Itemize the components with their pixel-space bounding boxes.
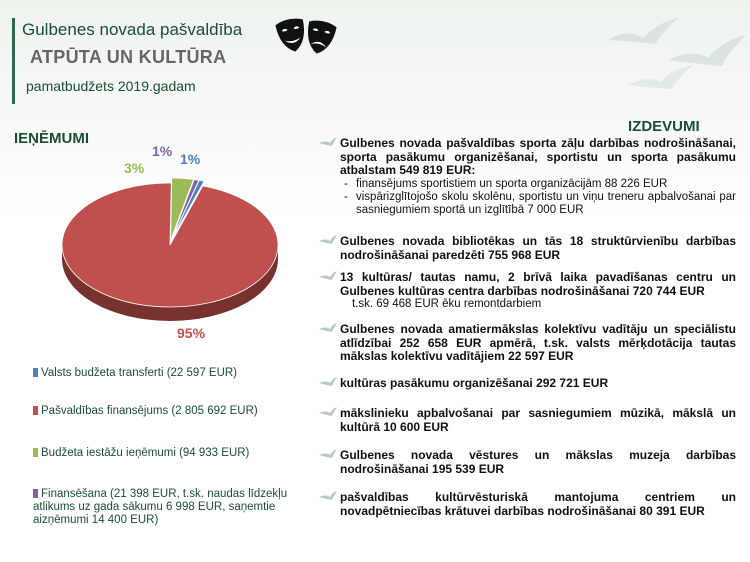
legend-item-institution-revenue: Budžeta iestāžu ieņēmumi (94 933 EUR): [33, 447, 303, 460]
bird-bullet-icon: [318, 323, 338, 337]
expenses-title: IZDEVUMI: [628, 118, 700, 135]
expense-text: Gulbenes novada bibliotēkas un tās 18 struktūrvienību darbības nodrošināšanai paredzēti 755 968 EUR: [340, 234, 736, 262]
expense-text: Gulbenes novada pašvaldības sporta zāļu darbības nodrošināšanai, sporta pasākumu organizēšanai, sportistu un sporta pasākumu atbalstam 549 819 EUR:: [340, 136, 736, 178]
bird-bullet-icon: [318, 137, 338, 151]
bird-bullet-icon: [318, 377, 338, 391]
page-title: Gulbenes novada pašvaldība: [22, 20, 243, 39]
bird-bullet-icon: [318, 491, 338, 505]
expense-text: pašvaldības kultūrvēsturiskā mantojuma centriem un novadpētniecības krātuvei darbības nodrošināšanai 80 391 EUR: [340, 490, 736, 518]
pie-label-municipal-funding: 95%: [177, 325, 206, 341]
expense-item-events: [318, 377, 736, 391]
page-subtitle: pamatbudžets 2019.gadam: [26, 78, 196, 94]
expense-subitems: [340, 178, 736, 218]
expense-item-sport: [318, 137, 736, 217]
pie-slice-municipal-funding: [62, 183, 278, 307]
expense-item-culture-houses: [318, 271, 736, 311]
bird-bullet-icon: [318, 449, 338, 463]
expense-item-library: [318, 235, 736, 262]
legend-swatch: [33, 489, 38, 498]
expense-text: Gulbenes novada vēstures un mākslas muzeja darbības nodrošināšanai 195 539 EUR: [340, 448, 736, 476]
legend-item-state-transfers: Valsts budžeta transferti (22 597 EUR): [33, 367, 303, 380]
title-accent-bar: [12, 18, 15, 104]
expense-text: mākslinieku apbalvošanai par sasniegumiem mūzikā, mākslā un kultūrā 10 600 EUR: [340, 406, 736, 434]
expense-item-museum: [318, 449, 736, 476]
bird-bullet-icon: [318, 235, 338, 249]
income-pie-chart: [40, 140, 300, 350]
expense-note: t.sk. 69 468 EUR ēku remontdarbiem: [352, 298, 542, 311]
bird-bullet-icon: [318, 407, 338, 421]
legend-swatch: [33, 406, 38, 415]
expense-item-heritage: [318, 491, 736, 518]
pie-label-institution-revenue: 3%: [124, 160, 145, 176]
section-title: ATPŪTA UN KULTŪRA: [30, 47, 227, 67]
list-item: - finansējums sportistiem un sporta organizācijām 88 226 EUR: [340, 178, 736, 191]
expense-text: 13 kultūras/ tautas namu, 2 brīvā laika pavadīšanas centru un Gulbenes kultūras centra darbības nodrošināšanai 720 744 EUR: [340, 270, 736, 298]
income-title: IEŅĒMUMI: [14, 130, 89, 147]
pie-label-state-transfers: 1%: [180, 151, 201, 167]
expense-item-artist-awards: [318, 407, 736, 434]
legend-swatch: [33, 368, 38, 377]
legend-item-financing: Finansēšana (21 398 EUR, t.sk. naudas līdzekļu atlikums uz gada sākumu 6 998 EUR, saņemtie aizņēmumi 14 400 EUR): [33, 488, 288, 526]
flying-birds-icon: [598, 10, 748, 110]
theatre-masks-icon: [272, 14, 340, 58]
legend-swatch: [33, 448, 38, 457]
bird-bullet-icon: [318, 271, 338, 285]
expense-item-amateur-art: [318, 323, 736, 364]
pie-label-financing: 1%: [152, 143, 173, 159]
legend-item-municipal-funding: Pašvaldības finansējums (2 805 692 EUR): [33, 405, 303, 418]
expense-text: kultūras pasākumu organizēšanai 292 721 EUR: [340, 376, 609, 390]
expense-text: Gulbenes novada amatiermākslas kolektīvu vadītāju un speciālistu atlīdzībai 252 658 EUR apmērā, t.sk. valsts mērķdotācija tautas mākslas kolektīvu vadītājiem 22 597 EUR: [340, 322, 736, 364]
list-item: - vispārizglītojošo skolu skolēnu, sportistu un viņu treneru apbalvošanai par sasniegumiem sportā un izglītībā 7 000 EUR: [340, 191, 736, 217]
